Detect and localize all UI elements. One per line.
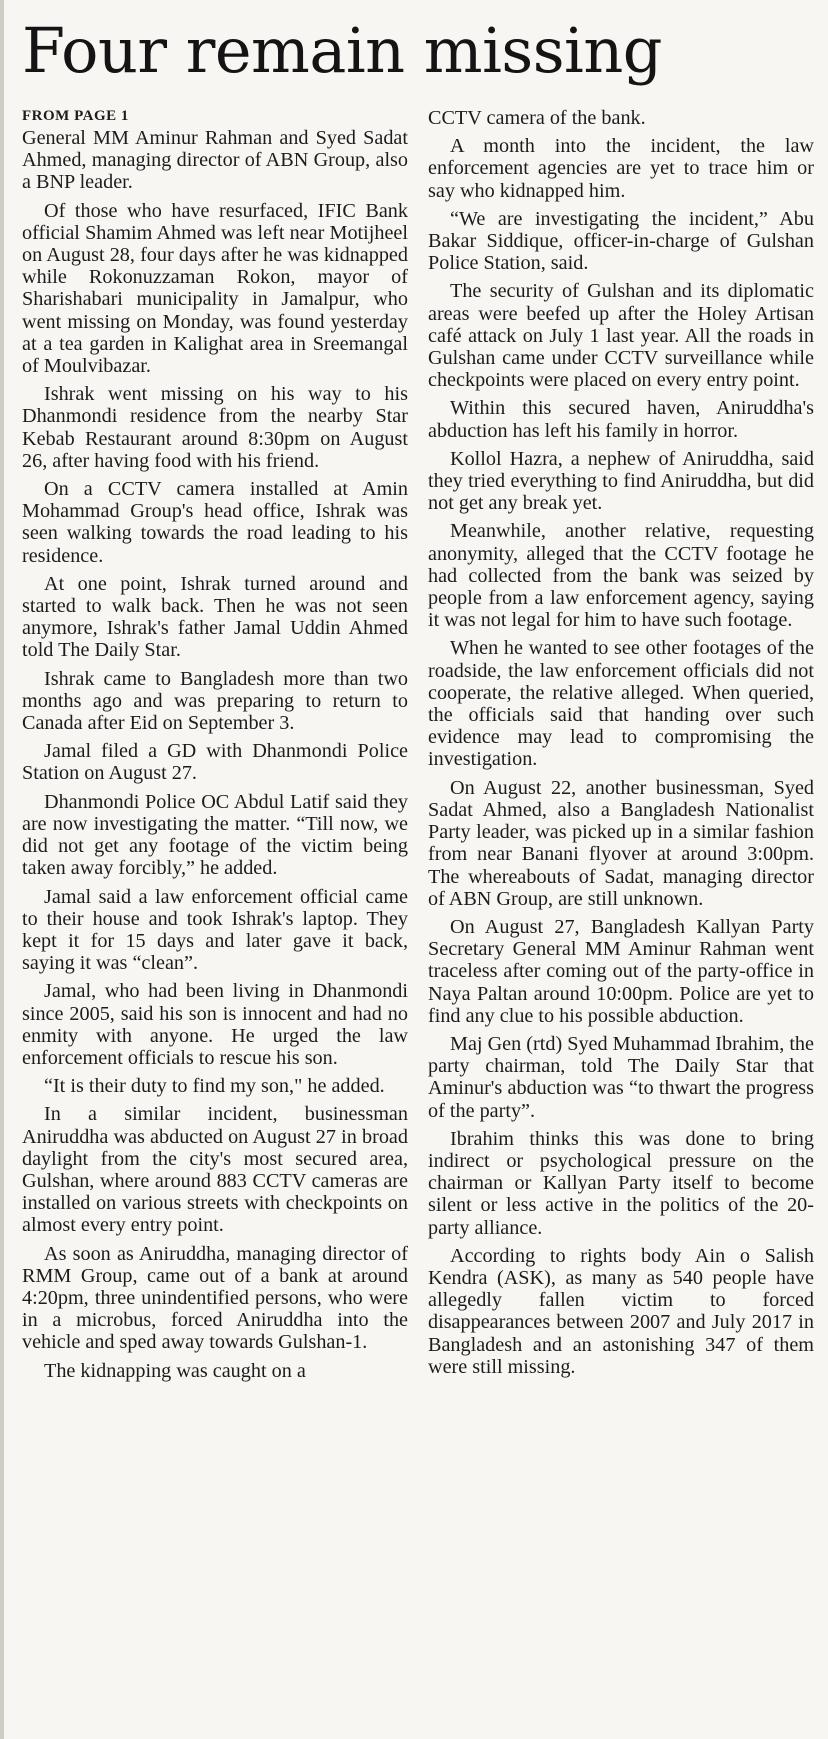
paragraph: Jamal said a law enforcement official came to their house and took Ishrak's laptop. They kept it for 15 days and later gave it back, saying it was “clean”.	[22, 885, 408, 975]
paragraph: Ishrak came to Bangladesh more than two months ago and was preparing to return to Canada after Eid on September 3.	[22, 667, 408, 735]
paragraph: “It is their duty to find my son," he added.	[44, 1075, 385, 1098]
article-column-right	[428, 107, 814, 1384]
paragraph: When he wanted to see other footages of the roadside, the law enforcement officials did not cooperate, the relative alleged. When queried, the officials said that handing over such evidence may lead to compromising the investigation.	[428, 637, 814, 771]
paragraph: Meanwhile, another relative, requesting anonymity, alleged that the CCTV footage he had collected from the bank was seized by people from a law enforcement agency, saying it was not legal for him to have such footage.	[428, 520, 814, 632]
paragraph-continuation: CCTV camera of the bank.	[428, 107, 646, 129]
paragraph: General MM Aminur Rahman and Syed Sadat Ahmed, managing director of ABN Group, also a BNP leader.	[22, 127, 408, 194]
paragraph: On a CCTV camera installed at Amin Mohammad Group's head office, Ishrak was seen walking towards the road leading to his residence.	[22, 478, 408, 567]
paragraph: Kollol Hazra, a nephew of Aniruddha, said they tried everything to find Aniruddha, but did not get any break yet.	[428, 447, 814, 515]
paragraph: The kidnapping was caught on a	[44, 1359, 306, 1382]
paragraph: Of those who have resurfaced, IFIC Bank official Shamim Ahmed was left near Motijheel on August 28, four days after he was kidnapped while Rokonuzzaman Rokon, mayor of Sharishabari municipality in Jamalpur, who went missing on Monday, was found yesterday at a tea garden in Kalighat area in Sreemangal of Moulvibazar.	[22, 199, 408, 378]
paragraph: Ishrak went missing on his way to his Dhanmondi residence from the nearby Star Kebab Restaurant around 8:30pm on August 26, after having food with his friend.	[22, 383, 408, 472]
paragraph: “We are investigating the incident,” Abu Bakar Siddique, officer-in-charge of Gulshan Police Station, said.	[428, 207, 814, 275]
paragraph: On August 22, another businessman, Syed Sadat Ahmed, also a Bangladesh Nationalist Party leader, was picked up in a similar fashion from near Banani flyover at around 3:00pm. The whereabouts of Sadat, managing director of ABN Group, are still unknown.	[428, 776, 814, 910]
paragraph: According to rights body Ain o Salish Kendra (ASK), as many as 540 people have allegedly fallen victim to forced disappearances between 2007 and July 2017 in Bangladesh and an astonishing 347 of them were still missing.	[428, 1244, 814, 1378]
paragraph: The security of Gulshan and its diplomatic areas were beefed up after the Holey Artisan café attack on July 1 last year. All the roads in Gulshan came under CCTV surveillance while checkpoints were placed on every entry point.	[428, 280, 814, 392]
paragraph: Within this secured haven, Aniruddha's abduction has left his family in horror.	[428, 397, 814, 442]
headline: Four remain missing	[22, 14, 662, 87]
paragraph: At one point, Ishrak turned around and started to walk back. Then he was not seen anymore, Ishrak's father Jamal Uddin Ahmed told The Daily Star.	[22, 572, 408, 662]
paragraph: Dhanmondi Police OC Abdul Latif said they are now investigating the matter. “Till now, we did not get any footage of the victim being taken away forcibly,” he added.	[22, 790, 408, 880]
paragraph: On August 27, Bangladesh Kallyan Party Secretary General MM Aminur Rahman went traceless after coming out of the party-office in Naya Paltan around 10:00pm. Police are yet to find any clue to his possible abduction.	[428, 915, 814, 1027]
kicker-from-page: FROM PAGE 1	[22, 108, 129, 124]
article-column-left	[22, 107, 408, 1388]
paragraph: In a similar incident, businessman Aniruddha was abducted on August 27 in broad daylight from the city's most secured area, Gulshan, where around 883 CCTV cameras are installed on various streets with checkpoints on almost every entry point.	[22, 1103, 408, 1237]
paragraph: A month into the incident, the law enforcement agencies are yet to trace him or say who kidnapped him.	[428, 135, 814, 202]
left-edge-shadow	[0, 0, 4, 1739]
paragraph: Jamal, who had been living in Dhanmondi since 2005, said his son is innocent and had no enmity with anyone. He urged the law enforcement officials to rescue his son.	[22, 980, 408, 1069]
paragraph: Ibrahim thinks this was done to bring indirect or psychological pressure on the chairman or Kallyan Party itself to become silent or less active in the politics of the 20-party alliance.	[428, 1127, 814, 1239]
paragraph: Maj Gen (rtd) Syed Muhammad Ibrahim, the party chairman, told The Daily Star that Aminur's abduction was “to thwart the progress of the party”.	[428, 1032, 814, 1122]
paragraph: As soon as Aniruddha, managing director of RMM Group, came out of a bank at around 4:20pm, three unindentified persons, who were in a microbus, forced Aniruddha into the vehicle and sped away towards Gulshan-1.	[22, 1242, 408, 1354]
paragraph: Jamal filed a GD with Dhanmondi Police Station on August 27.	[22, 740, 408, 785]
